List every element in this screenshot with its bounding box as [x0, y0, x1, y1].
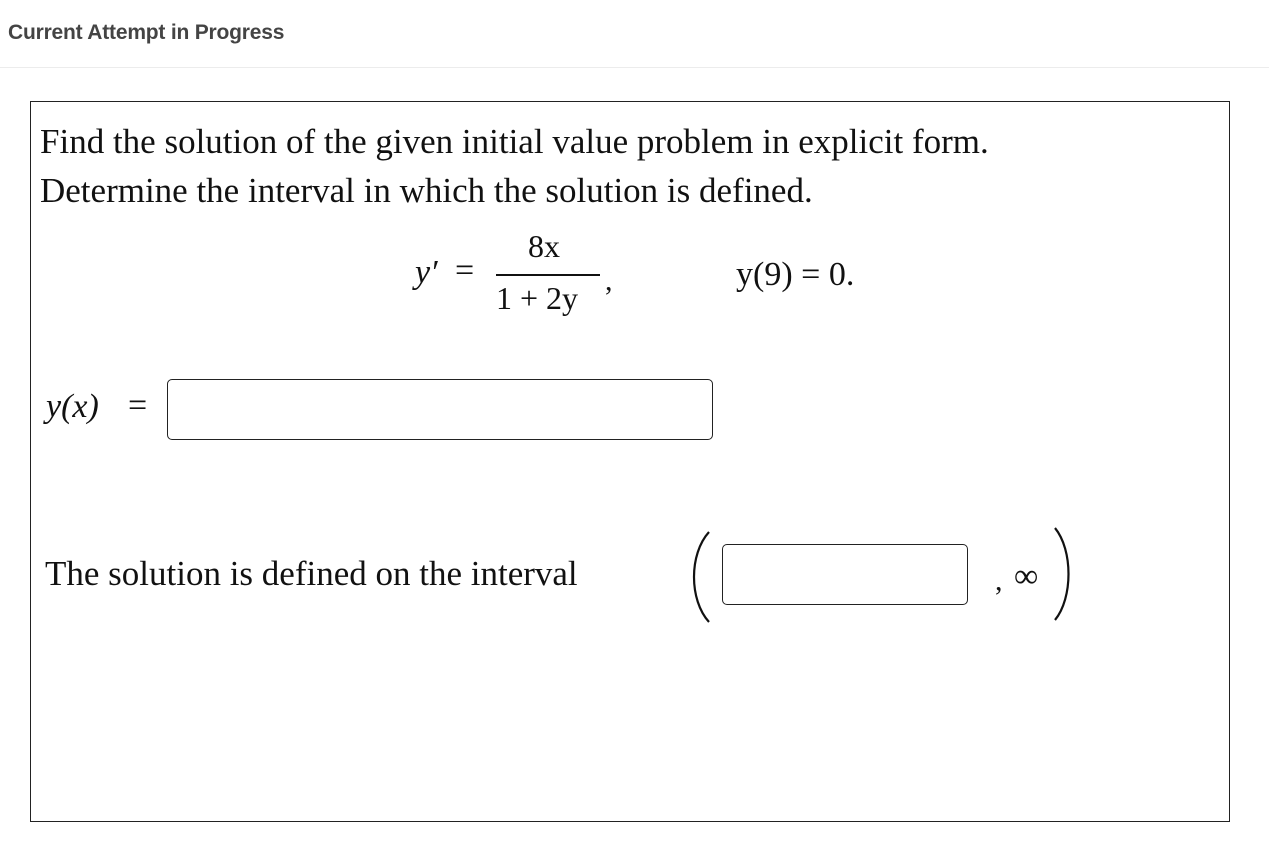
equation-numerator: 8x	[528, 228, 560, 264]
page-title: Current Attempt in Progress	[8, 21, 285, 44]
interval-lower-input[interactable]	[722, 544, 968, 605]
interval-separator: ,	[995, 564, 1003, 597]
question-panel	[30, 101, 1230, 822]
left-paren-icon	[685, 530, 713, 624]
yx-equals: =	[128, 387, 148, 424]
equation-denominator: 1 + 2y	[496, 280, 579, 316]
right-paren-icon	[1051, 526, 1077, 622]
question-prompt-line-2: Determine the interval in which the solution is defined.	[40, 171, 813, 210]
header-bar	[0, 0, 1269, 68]
question-prompt-line-1: Find the solution of the given initial value problem in explicit form.	[40, 122, 989, 161]
yx-answer-input[interactable]	[167, 379, 713, 440]
infinity-symbol: ∞	[1014, 558, 1039, 595]
initial-condition: y(9) = 0.	[736, 256, 855, 293]
equation-equals: =	[455, 252, 475, 289]
interval-text: The solution is defined on the interval	[45, 554, 578, 593]
fraction-bar	[496, 274, 600, 276]
equation-comma: ,	[605, 264, 613, 297]
yx-label: y(x)	[46, 388, 99, 425]
equation-lhs: y′	[415, 254, 438, 291]
